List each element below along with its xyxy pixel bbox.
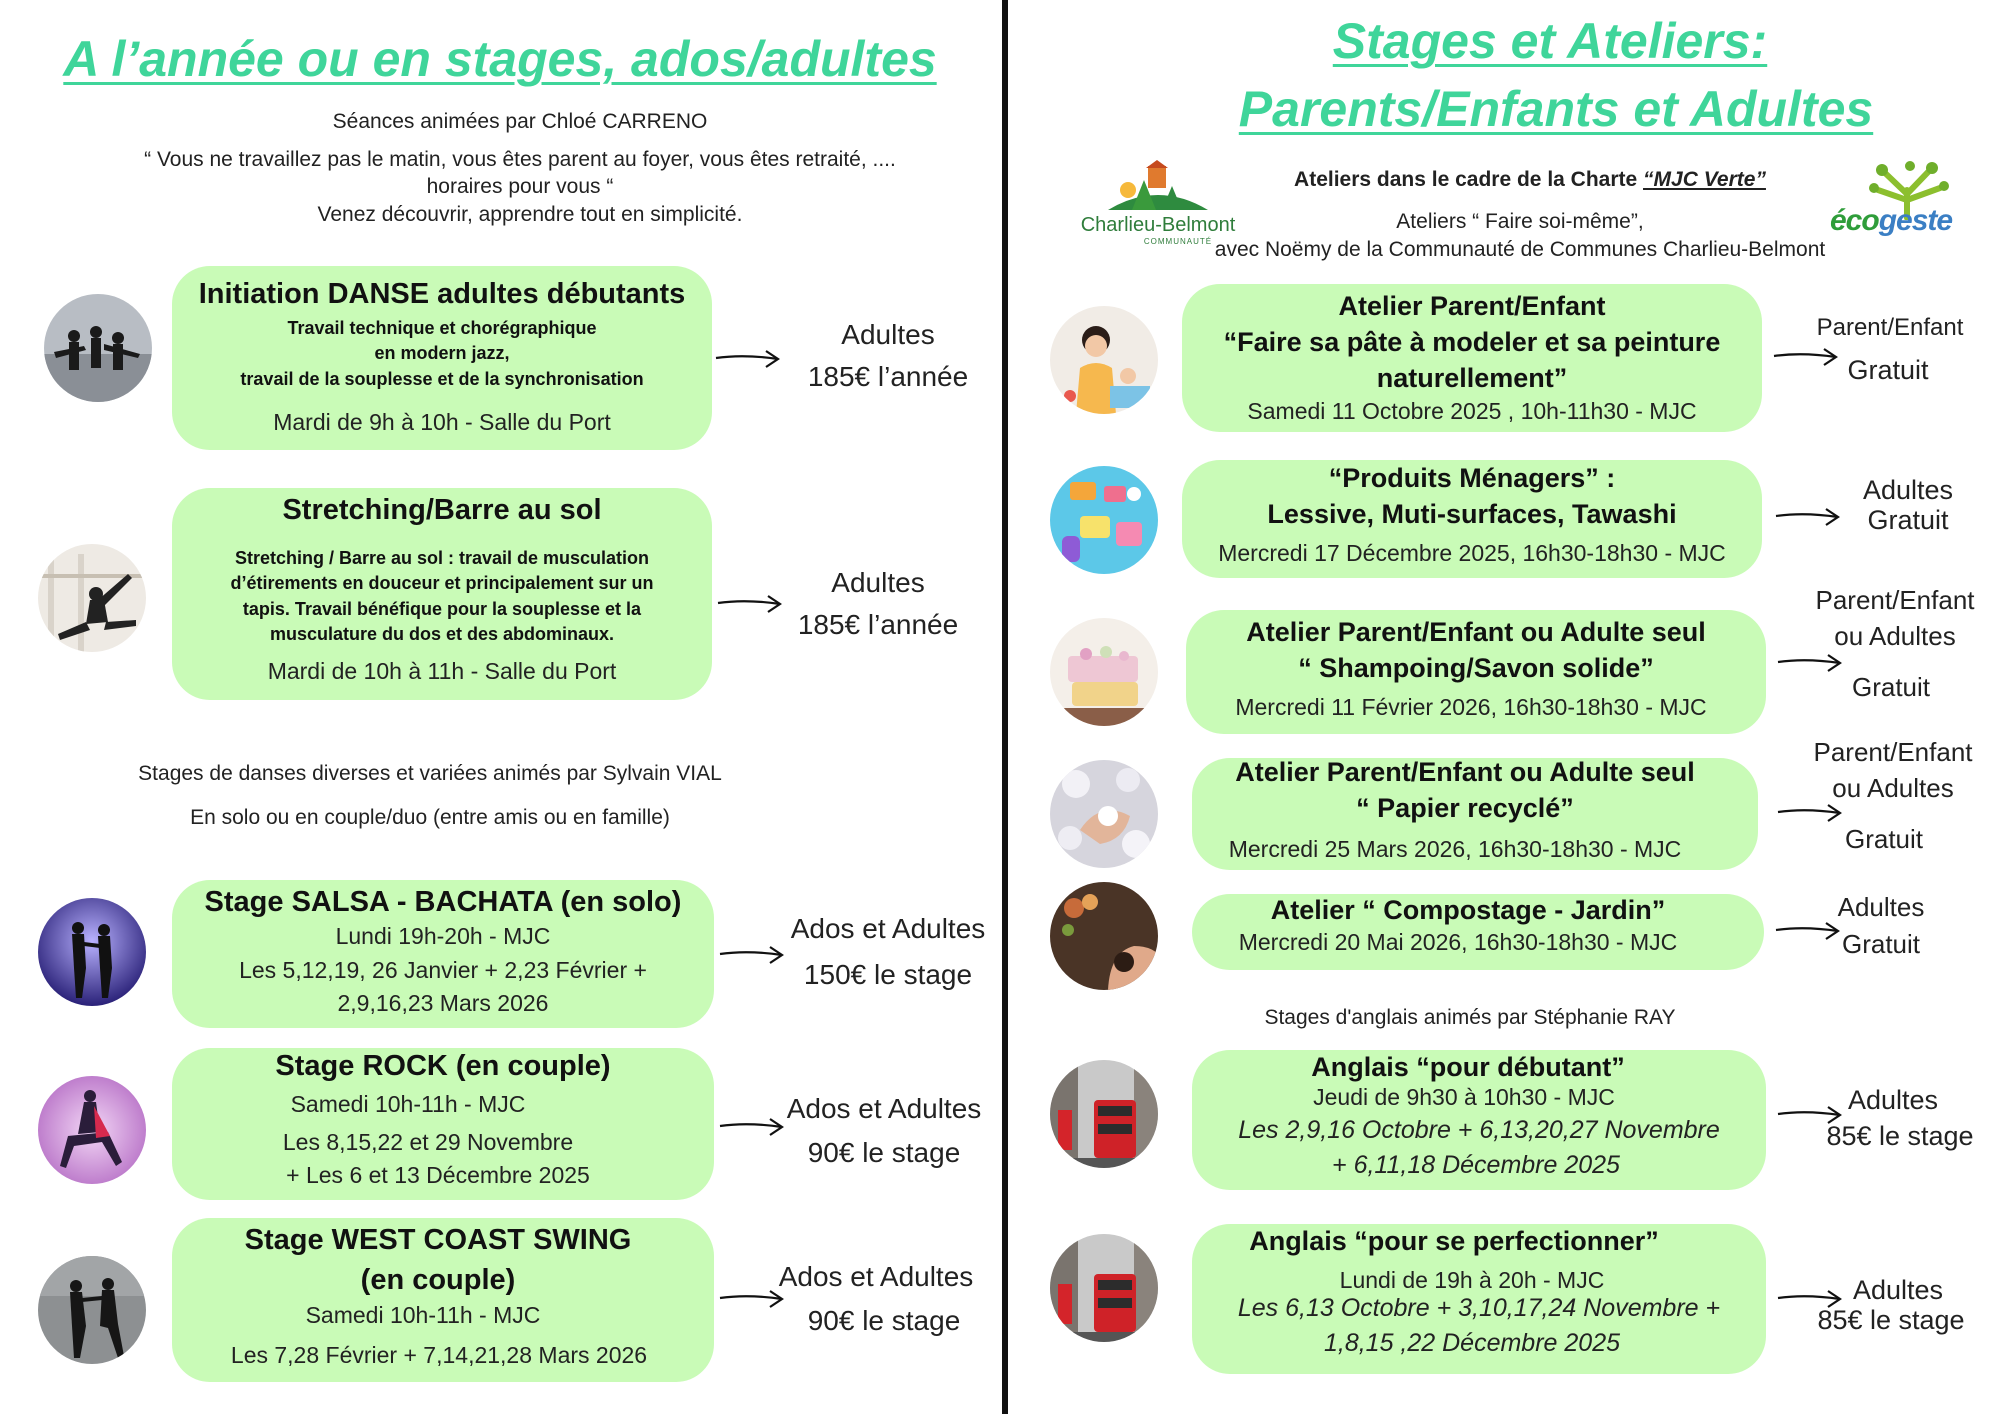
stretching-desc-3: tapis. Travail bénéfique pour la souplesse et la xyxy=(242,598,642,619)
swing-audience: Ados et Adultes xyxy=(778,1261,974,1292)
card-salsa xyxy=(172,880,714,1028)
london-street-photo xyxy=(1050,1234,1158,1342)
anglais1-price xyxy=(1790,1082,2000,1155)
arrow-icon xyxy=(714,350,782,370)
salsa-dates-1: Les 5,12,19, 26 Janvier + 2,23 Février + xyxy=(239,957,647,984)
rock-title: Stage ROCK (en couple) xyxy=(275,1050,611,1082)
card-stretching xyxy=(172,488,712,700)
anglais2-dates-2: 1,8,15 ,22 Décembre 2025 xyxy=(1323,1328,1621,1357)
swing-price-value: 90€ le stage xyxy=(807,1305,961,1336)
stretching-title: Stretching/Barre au sol xyxy=(282,494,602,526)
card-papier xyxy=(1192,758,1758,870)
danse-desc-3: travail de la souplesse et de la synchronisation xyxy=(240,368,644,389)
salsa-dates-2: 2,9,16,23 Mars 2026 xyxy=(337,989,549,1016)
left-title: A l’année ou en stages, ados/adultes xyxy=(63,31,937,87)
salsa-when: Lundi 19h-20h - MJC xyxy=(335,923,551,950)
danse-title: Initiation DANSE adultes débutants xyxy=(198,278,686,310)
card-swing xyxy=(172,1218,714,1382)
swing-when: Samedi 10h-11h - MJC xyxy=(305,1301,541,1328)
shampoing-price-value: Gratuit xyxy=(1851,671,1931,702)
swing-title-2: (en couple) xyxy=(360,1264,516,1297)
swing-price xyxy=(766,1256,986,1342)
stretching-desc-1: Stretching / Barre au sol : travail de musculation xyxy=(234,548,650,569)
left-animator: Séances animées par Chloé CARRENO xyxy=(332,110,708,133)
compost-hands-photo xyxy=(1050,882,1158,990)
rock-audience: Ados et Adultes xyxy=(786,1093,982,1124)
stretching-audience: Adultes xyxy=(831,567,925,598)
anglais1-title: Anglais “pour débutant” xyxy=(1311,1052,1625,1082)
charte-prefix: Ateliers dans le cadre de la Charte xyxy=(1294,168,1644,191)
rock-price xyxy=(774,1088,994,1174)
compost-audience: Adultes xyxy=(1837,892,1925,922)
anglais1-when: Jeudi de 9h30 à 10h30 - MJC xyxy=(1313,1084,1615,1111)
anglais1-dates-2: + 6,11,18 Décembre 2025 xyxy=(1332,1151,1620,1180)
anglais1-price-value: 85€ le stage xyxy=(1826,1121,1974,1152)
shampoing-when: Mercredi 11 Février 2026, 16h30-18h30 - MJC xyxy=(1235,693,1707,720)
salsa-couple-photo xyxy=(38,898,146,1006)
rock-price-value: 90€ le stage xyxy=(807,1137,961,1168)
menagers-title-1: “Produits Ménagers” : xyxy=(1328,463,1616,493)
papier-audience-1: Parent/Enfant xyxy=(1813,737,1973,767)
stretching-when: Mardi de 10h à 11h - Salle du Port xyxy=(267,658,617,684)
left-intro-2: horaires pour vous “ xyxy=(426,175,614,198)
menagers-price xyxy=(1808,476,2000,535)
right-title-1: Stages et Ateliers: xyxy=(1332,13,1768,69)
right-title-2: Parents/Enfants et Adultes xyxy=(1238,81,1874,137)
stretching-price xyxy=(778,562,978,646)
compost-title: Atelier “ Compostage - Jardin” xyxy=(1270,895,1666,925)
anglais1-audience: Adultes xyxy=(1847,1085,1939,1115)
shampoing-title-1: Atelier Parent/Enfant ou Adulte seul xyxy=(1246,617,1706,647)
shampoing-price xyxy=(1800,582,1990,705)
rock-dates-2: + Les 6 et 13 Décembre 2025 xyxy=(286,1161,590,1188)
rock-dates-1: Les 8,15,22 et 29 Novembre xyxy=(282,1129,574,1156)
anglais2-price xyxy=(1786,1276,1996,1335)
anglais2-audience: Adultes xyxy=(1852,1275,1944,1305)
stretching-desc-2: d’étirements en douceur et principalement sur un xyxy=(230,573,654,594)
child-painting-photo xyxy=(1050,306,1158,414)
charte-name: “MJC Verte” xyxy=(1643,168,1766,191)
stages-intro-1: Stages de danses diverses et variées animés par Sylvain VIAL xyxy=(138,762,722,785)
rock-couple-photo xyxy=(38,1076,146,1184)
swing-title-1: Stage WEST COAST SWING xyxy=(244,1224,632,1256)
anglais2-price-value: 85€ le stage xyxy=(1817,1304,1965,1335)
shampoing-audience-2: ou Adultes xyxy=(1834,621,1956,652)
cleaning-sponges-photo xyxy=(1050,466,1158,574)
pate-audience: Parent/Enfant xyxy=(1816,314,1964,341)
card-compost xyxy=(1192,894,1764,970)
compost-price xyxy=(1786,888,1976,964)
danse-when: Mardi de 9h à 10h - Salle du Port xyxy=(273,408,611,435)
shampoing-title-2: “ Shampoing/Savon solide” xyxy=(1298,653,1654,684)
london-street-photo xyxy=(1050,1060,1158,1168)
card-menagers xyxy=(1182,460,1762,578)
anglais1-dates-1: Les 2,9,16 Octobre + 6,13,20,27 Novembre xyxy=(1238,1116,1720,1145)
pate-title-3: naturellement” xyxy=(1376,363,1568,394)
dance-group-photo xyxy=(44,294,152,402)
compost-when: Mercredi 20 Mai 2026, 16h30-18h30 - MJC xyxy=(1238,929,1678,956)
salsa-title: Stage SALSA - BACHATA (en solo) xyxy=(204,886,682,918)
left-intro-1: “ Vous ne travaillez pas le matin, vous êtes parent au foyer, vous êtes retraité, .... xyxy=(144,148,896,171)
anglais-intro: Stages d'anglais animés par Stéphanie RAY xyxy=(1264,1006,1676,1029)
card-anglais-perfectionner xyxy=(1192,1224,1766,1374)
papier-price xyxy=(1798,734,1988,857)
charlieu-belmont-sub: COMMUNAUTÉ xyxy=(1143,237,1213,246)
papier-when: Mercredi 25 Mars 2026, 16h30-18h30 - MJC xyxy=(1228,835,1682,862)
compost-price-value: Gratuit xyxy=(1841,929,1921,959)
stretching-desc-4: musculature du dos et des abdominaux. xyxy=(269,623,615,644)
swing-dates: Les 7,28 Février + 7,14,21,28 Mars 2026 xyxy=(230,1341,648,1368)
pate-title-2: “Faire sa pâte à modeler et sa peinture xyxy=(1223,326,1721,357)
stretching-price-value: 185€ l’année xyxy=(797,609,959,640)
menagers-price-value: Gratuit xyxy=(1867,504,1949,535)
pate-price xyxy=(1790,310,1990,391)
danse-desc-2: en modern jazz, xyxy=(374,343,510,364)
salsa-price xyxy=(778,908,998,996)
menagers-audience: Adultes xyxy=(1862,475,1954,505)
menagers-title-2: Lessive, Muti-surfaces, Tawashi xyxy=(1267,499,1677,530)
pate-title-1: Atelier Parent/Enfant xyxy=(1338,291,1606,321)
recycled-paper-photo xyxy=(1050,760,1158,868)
stretching-photo xyxy=(38,544,146,652)
anglais2-when: Lundi de 19h à 20h - MJC xyxy=(1339,1267,1605,1294)
papier-title-2: “ Papier recyclé” xyxy=(1356,793,1574,824)
faire-line-2: avec Noëmy de la Communauté de Communes Charlieu-Belmont xyxy=(1214,238,1826,261)
ecogeste-eco: éco xyxy=(1830,204,1879,237)
faire-line-1: Ateliers “ Faire soi-même”, xyxy=(1396,210,1644,233)
soap-bars-photo xyxy=(1050,618,1158,726)
card-shampoing xyxy=(1186,610,1766,734)
anglais2-title: Anglais “pour se perfectionner” xyxy=(1249,1226,1659,1256)
danse-desc-1: Travail technique et chorégraphique xyxy=(287,318,597,339)
charlieu-belmont-name: Charlieu-Belmont xyxy=(1080,214,1236,236)
danse-audience: Adultes xyxy=(841,319,935,350)
stages-intro-2: En solo ou en couple/duo (entre amis ou en famille) xyxy=(190,806,670,829)
arrow-icon xyxy=(716,595,784,615)
left-intro-3: Venez découvrir, apprendre tout en simplicité. xyxy=(317,203,743,226)
papier-title-1: Atelier Parent/Enfant ou Adulte seul xyxy=(1235,757,1695,787)
papier-price-value: Gratuit xyxy=(1844,823,1924,854)
pate-when: Samedi 11 Octobre 2025 , 10h-11h30 - MJC xyxy=(1247,397,1697,424)
papier-audience-2: ou Adultes xyxy=(1832,773,1954,804)
danse-price-value: 185€ l’année xyxy=(807,361,969,392)
danse-price xyxy=(788,314,988,398)
card-pate xyxy=(1182,284,1762,432)
rock-when: Samedi 10h-11h - MJC xyxy=(290,1091,526,1118)
card-danse xyxy=(172,266,712,450)
salsa-price-value: 150€ le stage xyxy=(803,959,973,990)
anglais2-dates-1: Les 6,13 Octobre + 3,10,17,24 Novembre + xyxy=(1237,1293,1721,1322)
charte-line xyxy=(1160,166,1900,193)
card-rock xyxy=(172,1048,714,1200)
card-anglais-debutant xyxy=(1192,1050,1766,1190)
swing-couple-photo xyxy=(38,1256,146,1364)
ecogeste-geste: geste xyxy=(1878,204,1953,237)
arrow-icon xyxy=(718,946,786,966)
menagers-when: Mercredi 17 Décembre 2025, 16h30-18h30 - MJC xyxy=(1218,539,1726,566)
salsa-audience: Ados et Adultes xyxy=(790,913,986,944)
shampoing-audience-1: Parent/Enfant xyxy=(1815,585,1975,615)
pate-price-value: Gratuit xyxy=(1847,355,1929,385)
